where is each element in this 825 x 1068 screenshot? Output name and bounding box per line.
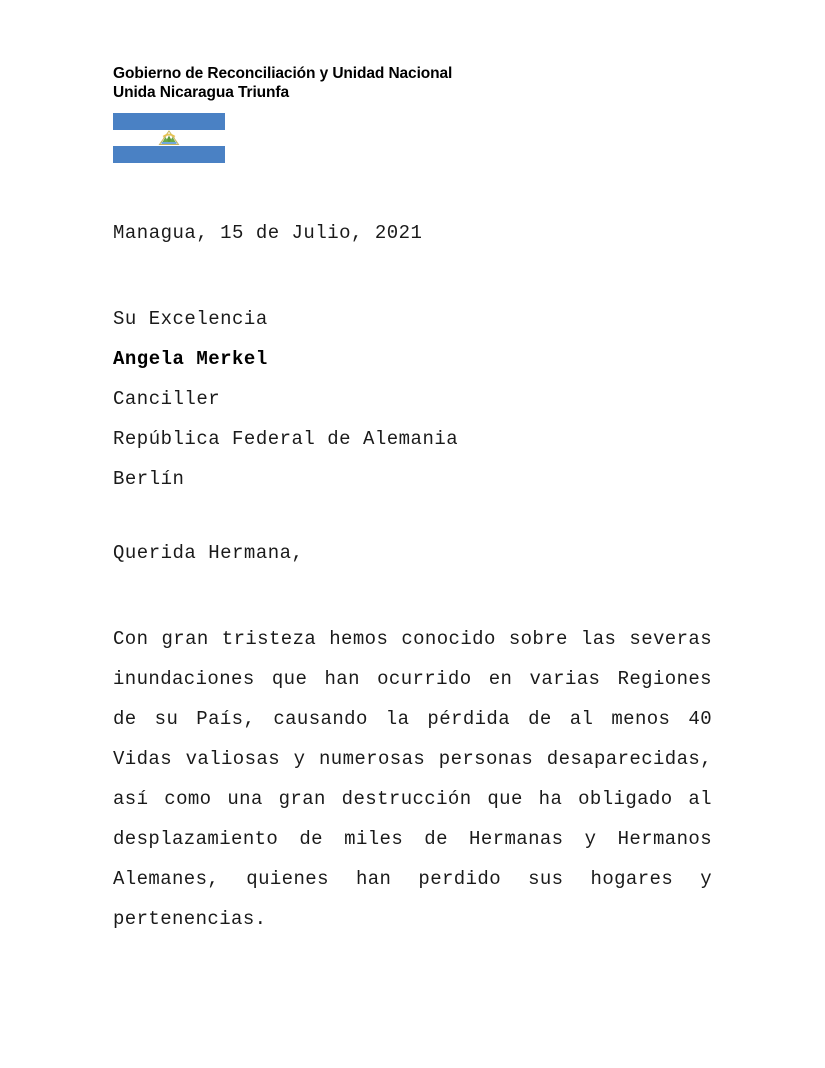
addressee-block <box>113 299 713 499</box>
flag-stripe-top <box>113 113 225 130</box>
address-line-city: Berlín <box>113 468 185 490</box>
nicaragua-coat-of-arms-icon <box>158 129 180 146</box>
salutation: Querida Hermana, <box>113 542 304 564</box>
address-line-title: Canciller <box>113 388 221 410</box>
nicaragua-flag-icon <box>113 113 225 163</box>
address-line-recipient-name: Angela Merkel <box>113 348 268 370</box>
flag-stripe-middle <box>113 130 225 147</box>
date-line: Managua, 15 de Julio, 2021 <box>113 222 423 244</box>
letterhead-line-2: Unida Nicaragua Triunfa <box>113 84 289 101</box>
address-line-honorific: Su Excelencia <box>113 308 268 330</box>
body-paragraph-1: Con gran tristeza hemos conocido sobre las severas inundaciones que han ocurrido en varias Regiones de su País, causando la pérdida de al menos 40 Vidas valiosas y numerosas personas desaparecidas, así como una gran destrucción que ha obligado al desplazamiento de miles de Hermanas y Hermanos Alemanes, quienes han perdido sus hogares y pertenencias. <box>113 628 712 930</box>
letterhead-line-1: Gobierno de Reconciliación y Unidad Nacional <box>113 65 453 82</box>
flag-stripe-bottom <box>113 146 225 163</box>
letterhead <box>113 64 733 102</box>
address-line-country: República Federal de Alemania <box>113 428 459 450</box>
